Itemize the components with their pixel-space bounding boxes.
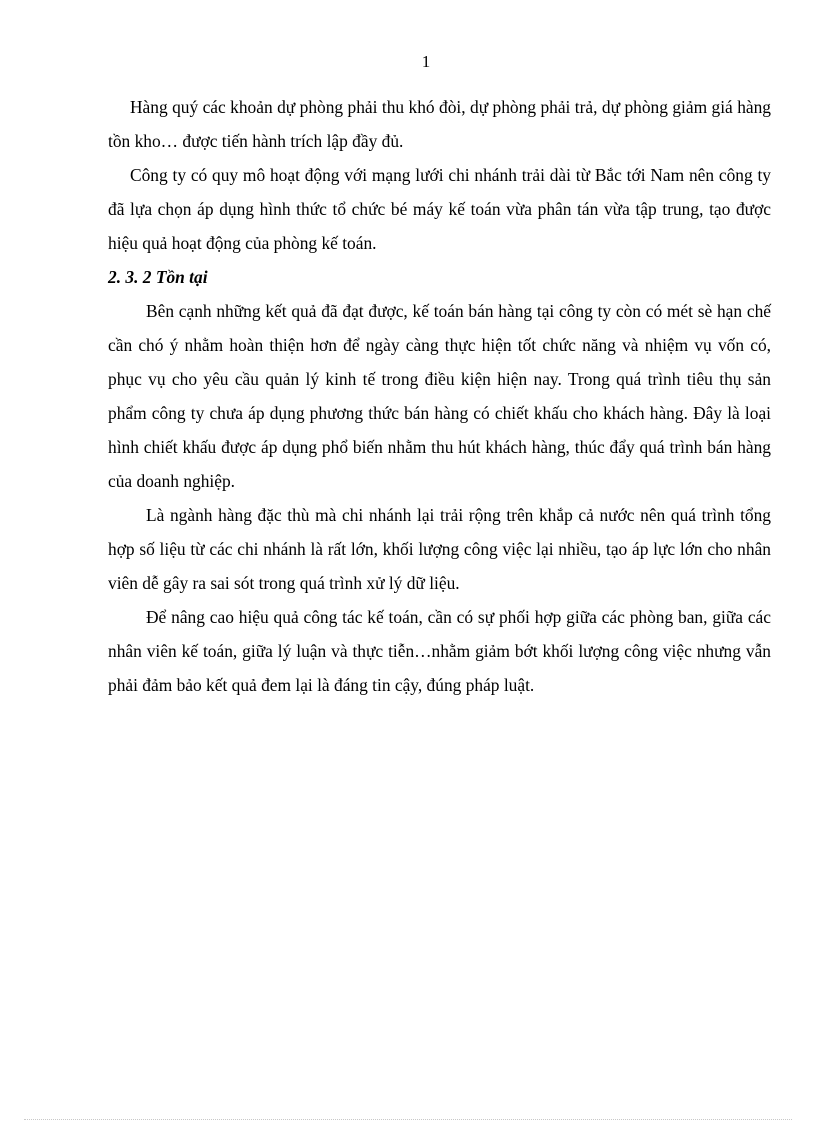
- document-body: [108, 90, 771, 702]
- paragraph-provisions: Hàng quý các khoản dự phòng phải thu khó đòi, dự phòng phải trả, dự phòng giảm giá hàng tồn kho… được tiến hành trích lập đầy đủ.: [108, 97, 771, 151]
- paragraph-limitations: Bên cạnh những kết quả đã đạt được, kế toán bán hàng tại công ty còn có mét sè hạn chế cần chó ý nhằm hoàn thiện hơn để ngày càng thực hiện tốt chức năng và nhiệm vụ vốn có, phục vụ cho yêu cầu quản lý kinh tế trong điều kiện hiện nay. Trong quá trình tiêu thụ sản phẩm công ty chưa áp dụng phương thức bán hàng có chiết khấu cho khách hàng. Đây là loại hình chiết khấu được áp dụng phổ biến nhằm thu hút khách hàng, thúc đẩy quá trình bán hàng của doanh nghiệp.: [108, 301, 771, 491]
- paragraph-accounting-structure: Công ty có quy mô hoạt động với mạng lưới chi nhánh trải dài từ Bắc tới Nam nên công ty đã lựa chọn áp dụng hình thức tổ chức bé máy kế toán vừa phân tán vừa tập trung, tạo được hiệu quả hoạt động của phòng kế toán.: [108, 165, 771, 253]
- section-heading: 2. 3. 2 Tồn tại: [108, 267, 208, 287]
- page-number: 1: [421, 52, 431, 71]
- paragraph-improvement: Để nâng cao hiệu quả công tác kế toán, cần có sự phối hợp giữa các phòng ban, giữa các nhân viên kế toán, giữa lý luận và thực tiễn…nhằm giảm bớt khối lượng công việc nhưng vẫn phải đảm bảo kết quả đem lại là đáng tin cậy, đúng pháp luật.: [108, 607, 771, 695]
- paragraph-branch-workload: Là ngành hàng đặc thù mà chi nhánh lại trải rộng trên khắp cả nước nên quá trình tổng hợp số liệu từ các chi nhánh là rất lớn, khối lượng công việc lại nhiều, tạo áp lực lớn cho nhân viên dễ gây ra sai sót trong quá trình xử lý dữ liệu.: [108, 505, 771, 593]
- page-bottom-divider: [24, 1119, 792, 1120]
